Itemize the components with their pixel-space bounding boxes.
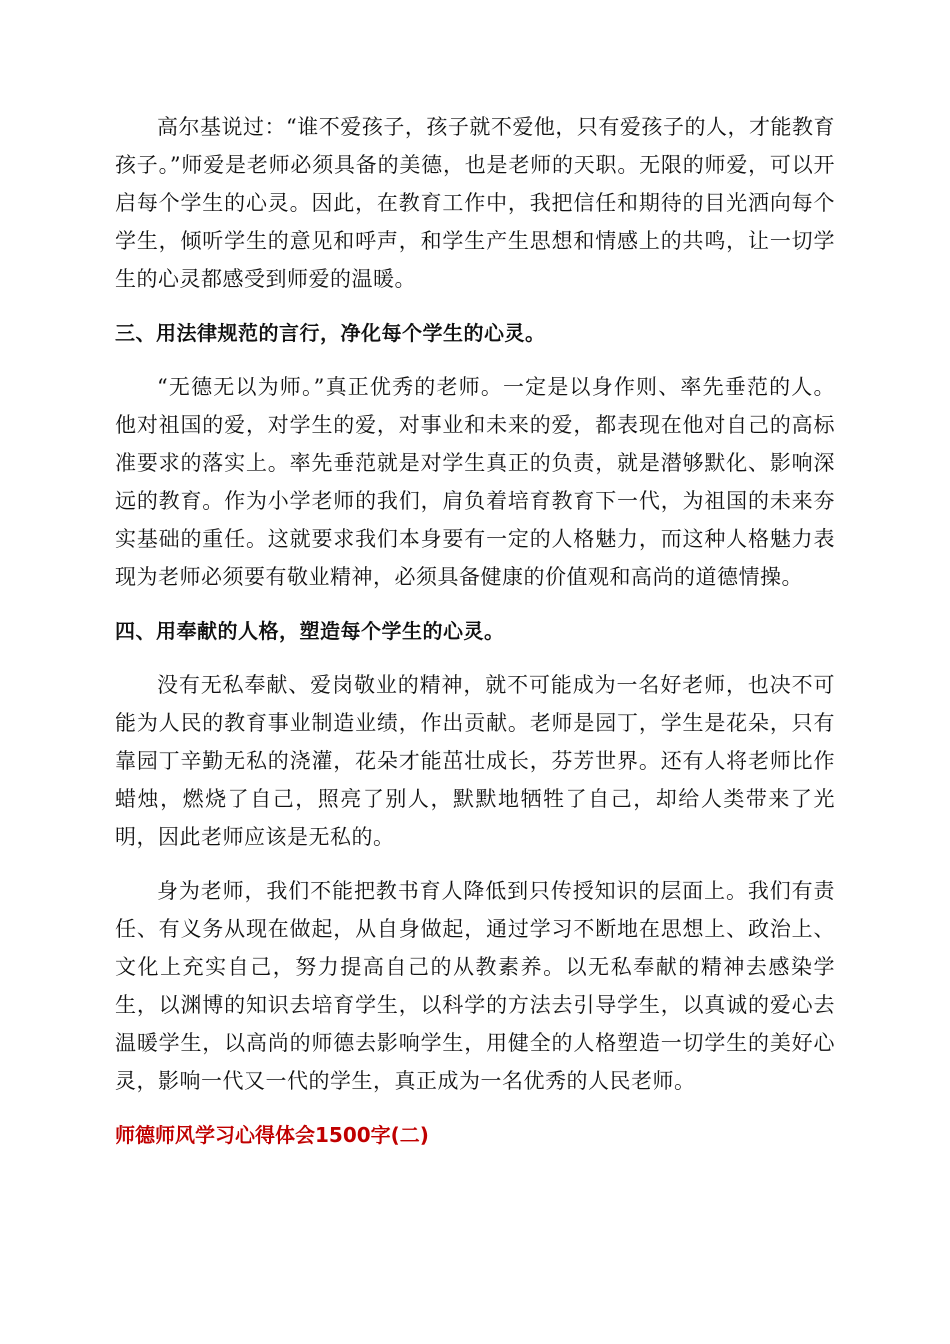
section-three-heading: 三、用法律规范的言行，净化每个学生的心灵。 (115, 321, 546, 345)
section-four-paragraph-1: 没有无私奉献、爱岗敬业的精神，就不可能成为一名好老师，也决不可能为人民的教育事业制造业绩，作出贡献。老师是园丁，学生是花朵，只有靠园丁辛勤无私的浇灌，花朵才能茁壮成长，芬芳世界。还有人将老师比作蜡烛，燃烧了自己，照亮了别人，默默地牺牲了自己，却给人类带来了光明，因此老师应该是无私的。 (115, 673, 835, 849)
document-body (115, 108, 835, 1154)
section-four-paragraph-2: 身为老师，我们不能把教书育人降低到只传授知识的层面上。我们有责任、有义务从现在做起，从自身做起，通过学习不断地在思想上、政治上、文化上充实自己，努力提高自己的从教素养。以无私奉献的精神去感染学生，以渊博的知识去培育学生，以科学的方法去引导学生，以真诚的爱心去温暖学生，以高尚的师德去影响学生，用健全的人格塑造一切学生的美好心灵，影响一代又一代的学生，真正成为一名优秀的人民老师。 (115, 879, 835, 1093)
section-four-heading: 四、用奉献的人格，塑造每个学生的心灵。 (115, 619, 505, 643)
paragraph-gorky-quote: 高尔基说过：“谁不爱孩子，孩子就不爱他，只有爱孩子的人，才能教育孩子。”师爱是老师必须具备的美德，也是老师的天职。无限的师爱，可以开启每个学生的心灵。因此，在教育工作中，我把信任和期待的目光洒向每个学生，倾听学生的意见和呼声，和学生产生思想和情感上的共鸣，让一切学生的心灵都感受到师爱的温暖。 (115, 115, 835, 291)
next-article-title: 师德师风学习心得体会1500字(二) (115, 1123, 429, 1147)
section-three-paragraph: “无德无以为师。”真正优秀的老师。一定是以身作则、率先垂范的人。他对祖国的爱，对学生的爱，对事业和未来的爱，都表现在他对自己的高标准要求的落实上。率先垂范就是对学生真正的负责，就是潜够默化、影响深远的教育。作为小学老师的我们，肩负着培育教育下一代，为祖国的未来夯实基础的重任。这就要求我们本身要有一定的人格魅力，而这种人格魅力表现为老师必须要有敬业精神，必须具备健康的价值观和高尚的道德情操。 (115, 375, 835, 589)
